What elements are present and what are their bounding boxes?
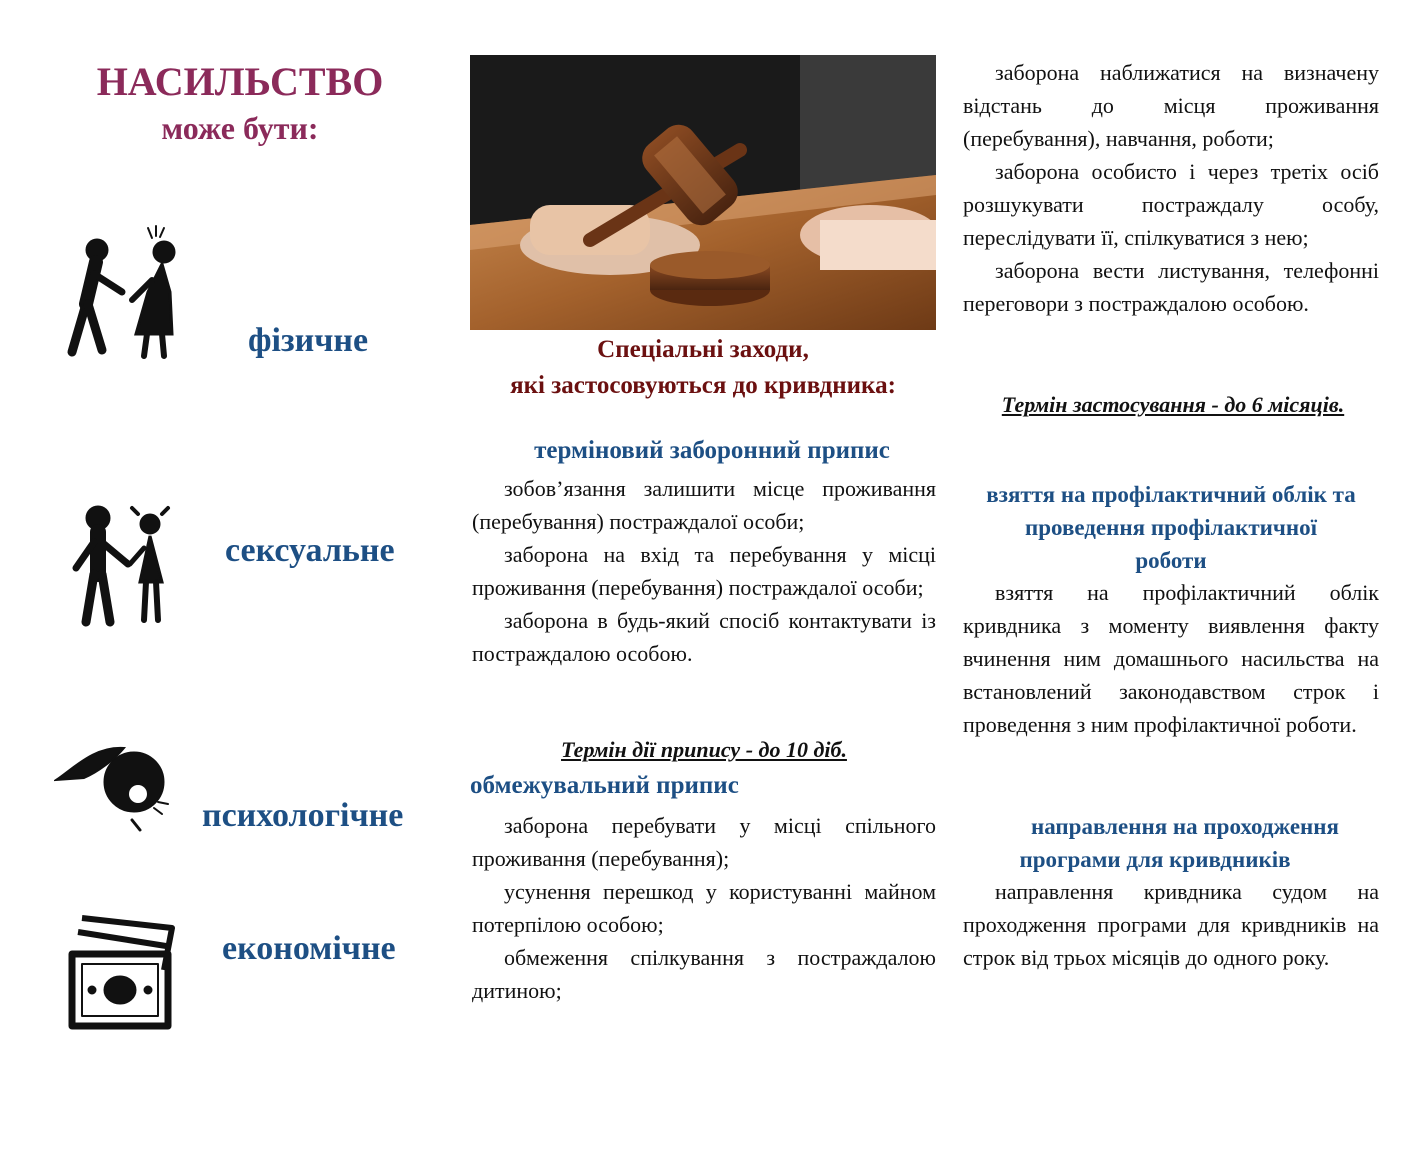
restrictive-order-item: заборона перебувати у місці спільного проживання (перебування); [472, 813, 936, 871]
brochure-subtitle: може бути: [161, 110, 319, 146]
urgent-order-item: заборона в будь-який спосіб контактувати із постраждалою особою. [472, 608, 936, 666]
restrictive-order-title: обмежувальний припис [470, 772, 739, 799]
restrictive-order-item: заборона наближатися на визначену відстань до місця проживання (перебування), навчання, роботи; [963, 60, 1379, 151]
program-text: направлення кривдника судом на проходження програми для кривдників на строк від трьох місяців до одного року. [963, 879, 1379, 970]
urgent-order-item: зобов’язання залишити місце проживання (перебування) постраждалої особи; [472, 476, 936, 534]
restrictive-order-list [472, 809, 936, 1007]
psychological-violence-icon [54, 738, 174, 833]
restrictive-order-term: Термін застосування - до 6 місяців. [1001, 392, 1345, 417]
special-measures-heading-line2: які застосовуються до кривдника: [510, 372, 896, 399]
restrictive-order-item: усунення перешкод у користуванні майном потерпілою особою; [472, 879, 936, 937]
violence-type-label: сексуальне [225, 532, 395, 569]
brochure-title: НАСИЛЬСТВО [96, 59, 384, 104]
restrictive-order-item: заборона вести листування, телефонні переговори з постраждалою особою. [963, 258, 1379, 316]
urgent-order-term: Термін дії припису - до 10 діб. [561, 737, 847, 762]
registration-text: взяття на профілактичний облік кривдника з моменту виявлення факту вчинення ним домашнього насильства на встановлений законодавством строк і проведення з ним профілактичної роботи. [963, 580, 1379, 737]
registration-title: взяття на профілактичний облік та проведення профілактичної роботи [986, 482, 1356, 573]
restrictive-order-item: заборона особисто і через третіх осіб розшукувати постраждалу особу, переслідувати її, спілкуватися з нею; [963, 159, 1379, 250]
urgent-order-list [472, 472, 936, 670]
violence-type-label: психологічне [202, 797, 404, 834]
physical-violence-icon [52, 222, 182, 362]
economic-violence-icon [60, 910, 180, 1035]
violence-type-label: економічне [222, 930, 396, 967]
program-title: направлення на проходження програми для кривдників [1019, 814, 1340, 872]
sexual-violence-icon [58, 502, 178, 627]
urgent-order-title: терміновий заборонний припис [534, 437, 890, 464]
special-measures-heading: Спеціальні заходи, [597, 336, 809, 363]
restrictive-order-item: обмеження спілкування з постраждалою дитиною; [472, 945, 936, 1003]
urgent-order-item: заборона на вхід та перебування у місці проживання (перебування) постраждалої особи; [472, 542, 936, 600]
restrictive-order-continued [963, 56, 1379, 320]
violence-type-label: фізичне [248, 322, 369, 359]
judge-gavel-photo [470, 55, 936, 330]
